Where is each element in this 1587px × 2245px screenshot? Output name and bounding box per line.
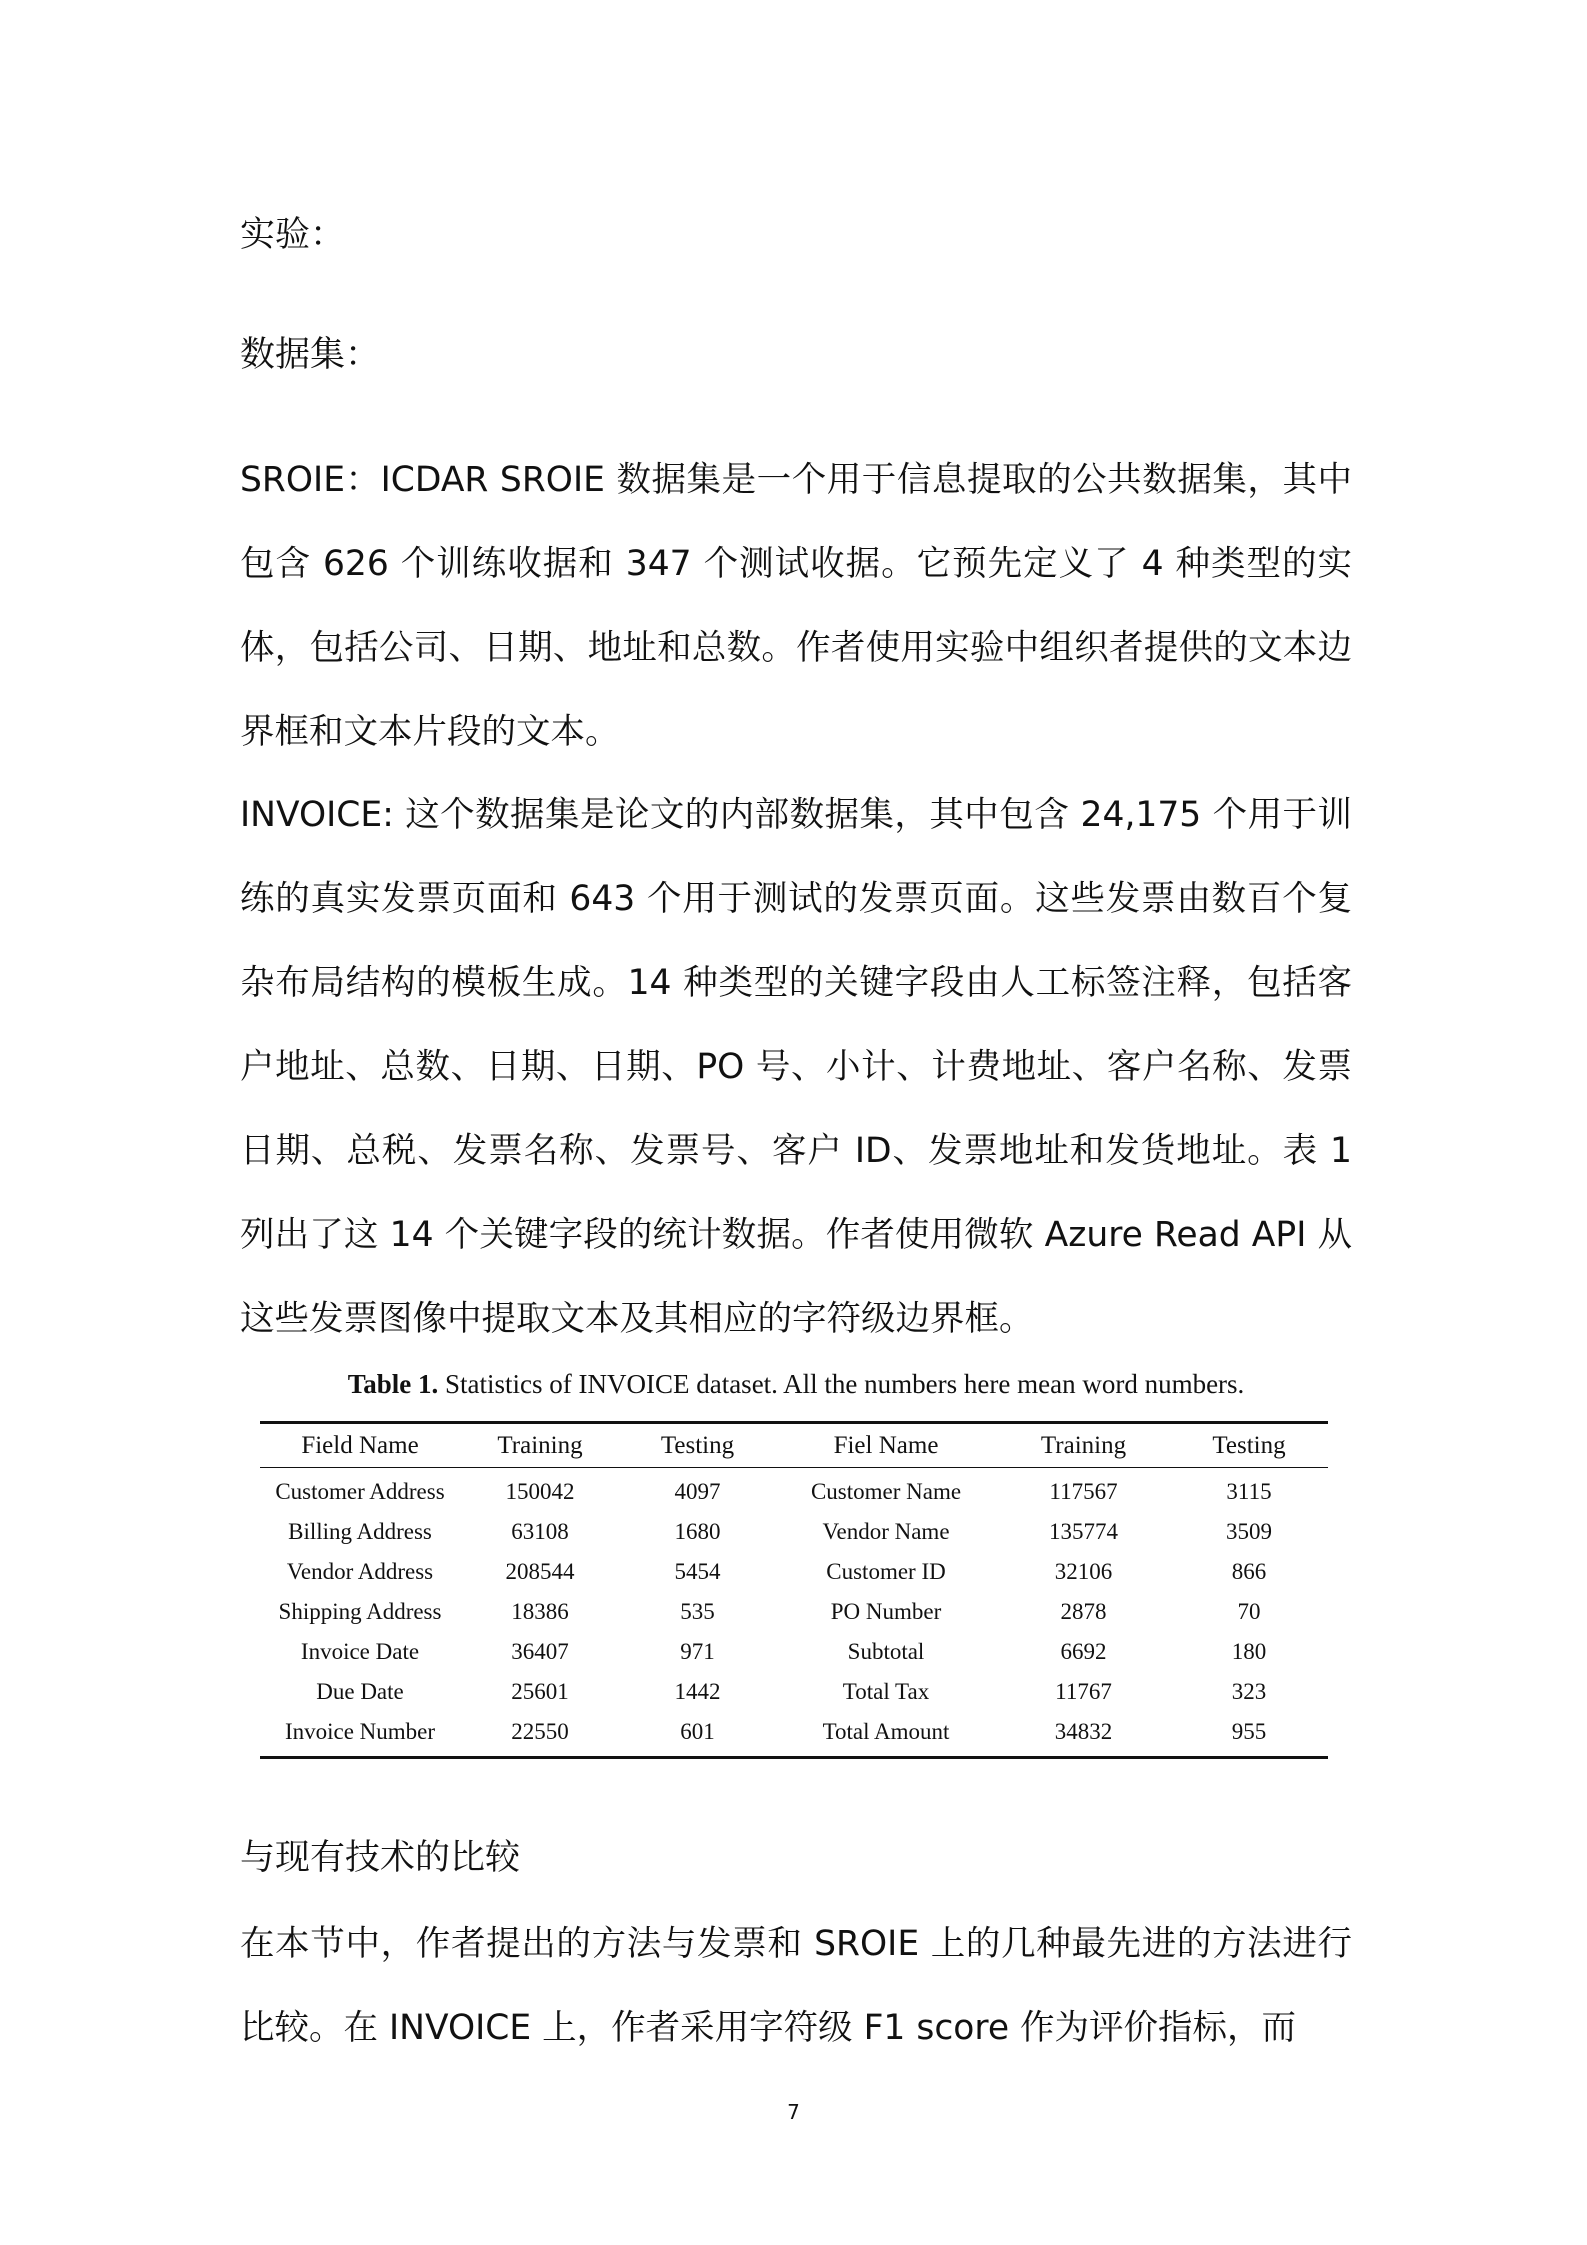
table-cell: Shipping Address — [278, 1599, 442, 1624]
table-cell: 1680 — [674, 1519, 721, 1544]
table-cell: Billing Address — [288, 1519, 432, 1544]
table-cell: 32106 — [1054, 1559, 1113, 1584]
table-row — [260, 1712, 1328, 1758]
table-cell: 150042 — [505, 1479, 575, 1504]
table-cell: Total Amount — [822, 1719, 950, 1744]
table-cell: 11767 — [1055, 1679, 1112, 1704]
table-cell: Invoice Date — [300, 1639, 420, 1664]
table-cell: 3115 — [1226, 1479, 1272, 1504]
table-caption-text: Statistics of INVOICE dataset. All the numbers here mean word numbers. — [444, 1369, 1245, 1399]
col-header-field-name: Field Name — [260, 1423, 460, 1468]
table-cell: 5454 — [674, 1559, 721, 1584]
col-header-training-2: Training — [997, 1423, 1170, 1468]
table-cell: 135774 — [1049, 1519, 1118, 1544]
table-caption-label: Table 1. — [347, 1369, 439, 1399]
table-cell: 63108 — [511, 1519, 569, 1544]
table-row — [260, 1632, 1328, 1672]
table-row — [260, 1592, 1328, 1632]
col-header-testing: Testing — [620, 1423, 775, 1468]
table-cell: PO Number — [830, 1599, 942, 1624]
table-cell: 34832 — [1054, 1719, 1113, 1744]
table-cell: Vendor Address — [286, 1559, 434, 1584]
table-cell: 323 — [1231, 1679, 1267, 1704]
col-header-testing-2: Testing — [1170, 1423, 1328, 1468]
table-cell: 3509 — [1226, 1519, 1272, 1544]
table-cell: 6692 — [1060, 1639, 1107, 1664]
table-cell: 971 — [680, 1639, 715, 1664]
table-cell: 601 — [680, 1719, 715, 1744]
table-cell: 4097 — [674, 1479, 721, 1504]
table-cell: 2878 — [1060, 1599, 1107, 1624]
heading-comparison: 与现有技术的比较 — [240, 1838, 521, 1878]
table-cell: Subtotal — [847, 1639, 925, 1664]
table-cell: 22550 — [511, 1719, 569, 1744]
table-cell: Total Tax — [842, 1679, 930, 1704]
table-cell: 1442 — [674, 1679, 721, 1704]
table-cell: Due Date — [316, 1679, 404, 1704]
col-header-training: Training — [460, 1423, 620, 1468]
heading-experiment: 实验： — [240, 215, 346, 255]
table-cell: Customer Address — [275, 1479, 445, 1504]
table-cell: 18386 — [511, 1599, 569, 1624]
table-cell: 208544 — [505, 1559, 575, 1584]
page-number: 7 — [787, 2100, 800, 2124]
table-cell: 180 — [1231, 1639, 1267, 1664]
table-cell: 535 — [680, 1599, 715, 1624]
table-caption — [240, 1366, 1352, 1402]
col-header-field-name-2: Fiel Name — [775, 1423, 997, 1468]
table-cell: Vendor Name — [822, 1519, 950, 1544]
table-cell: 70 — [1237, 1599, 1261, 1624]
table-cell: Customer ID — [826, 1559, 946, 1584]
invoice-statistics-table — [260, 1421, 1328, 1759]
table-cell: 117567 — [1049, 1479, 1118, 1504]
paragraph-invoice: INVOICE: 这个数据集是论文的内部数据集，其中包含 24,175 个用于训练的真实发票页面和 643 个用于测试的发票页面。这些发票由数百个复杂布局结构的模板生成。14 种类型的关键字段由人工标签注释，包括客户地址、总数、日期、日期、PO 号、小计、计费地址、客户名称、发票日期、总税、发票名称、发票号、客户 ID、发票地址和发货地址。表 1 列出了这 14 个关键字段的统计数据。作者使用微软 Azure Read API 从这些发票图像中提取文本及其相应的字符级边界框。 — [240, 795, 1352, 1339]
table-cell: Customer Name — [810, 1479, 962, 1504]
heading-dataset: 数据集： — [240, 335, 381, 375]
table-cell: 36407 — [511, 1639, 569, 1664]
table-cell: 866 — [1231, 1559, 1267, 1584]
table-row — [260, 1672, 1328, 1712]
table-cell: Invoice Number — [284, 1719, 436, 1744]
table-row — [260, 1512, 1328, 1552]
paragraph-sroie: SROIE：ICDAR SROIE 数据集是一个用于信息提取的公共数据集，其中包含 626 个训练收据和 347 个测试收据。它预先定义了 4 种类型的实体，包括公司、日期、地址和总数。作者使用实验中组织者提供的文本边界框和文本片段的文本。 — [240, 460, 1352, 752]
table-header-row — [260, 1423, 1328, 1468]
paragraph-comparison: 在本节中，作者提出的方法与发票和 SROIE 上的几种最先进的方法进行比较。在 INVOICE 上，作者采用字符级 F1 score 作为评价指标，而 — [240, 1924, 1352, 2048]
table-row — [260, 1468, 1328, 1513]
table-cell: 25601 — [511, 1679, 569, 1704]
table-row — [260, 1552, 1328, 1592]
table-cell: 955 — [1231, 1719, 1267, 1744]
